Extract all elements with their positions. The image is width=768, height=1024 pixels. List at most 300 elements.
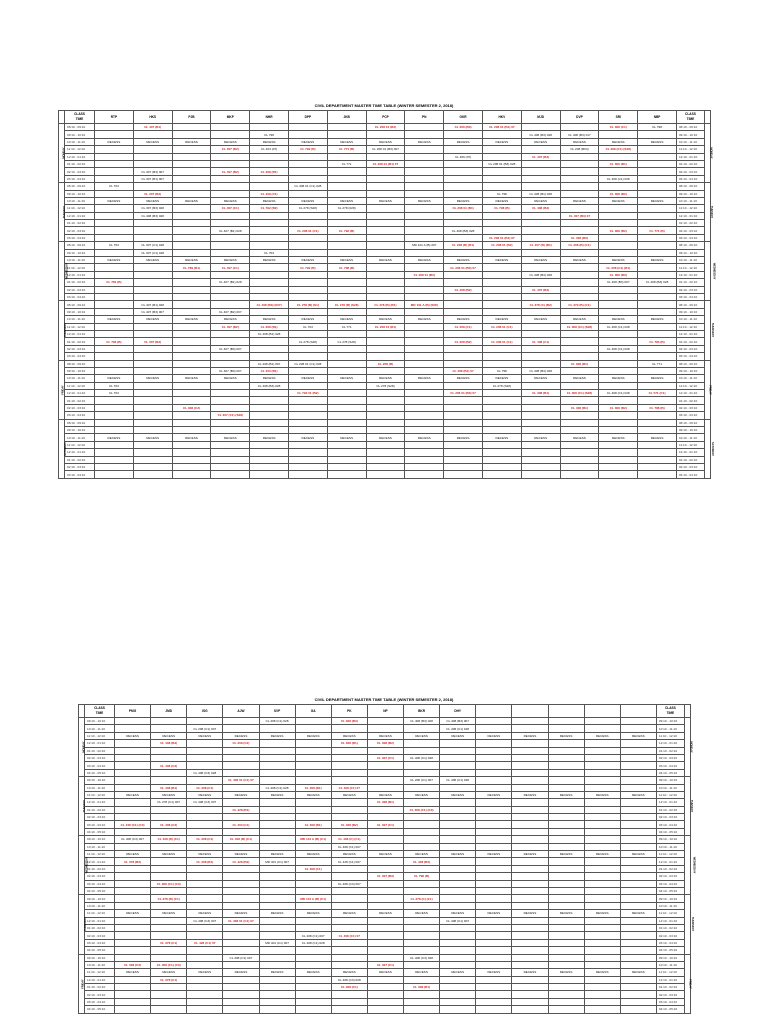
schedule-cell: CL 308 (B1)	[187, 858, 223, 865]
schedule-cell	[638, 330, 677, 337]
schedule-cell	[211, 183, 250, 190]
schedule-cell	[223, 814, 259, 821]
schedule-cell	[521, 175, 560, 182]
schedule-cell	[440, 858, 476, 865]
schedule-cell: MD 401 (C1) 007	[259, 939, 295, 946]
schedule-cell	[250, 471, 289, 478]
corner-cell	[684, 705, 690, 718]
schedule-cell	[638, 264, 677, 271]
schedule-cell: CL 798	[482, 367, 521, 374]
schedule-cell: CL 408 (C1) 028	[440, 725, 476, 732]
schedule-cell	[584, 718, 620, 725]
schedule-cell	[482, 456, 521, 463]
schedule-cell	[548, 976, 584, 983]
time-slot-row	[59, 345, 711, 352]
schedule-cell	[211, 301, 250, 308]
recess-cell: RECESS	[223, 791, 259, 798]
schedule-cell: CL 408 (C1) 028	[599, 345, 638, 352]
schedule-cell	[187, 777, 223, 784]
schedule-cell	[367, 806, 403, 813]
schedule-cell	[115, 902, 151, 909]
schedule-cell	[367, 976, 403, 983]
recess-cell: RECESS	[444, 138, 483, 145]
schedule-cell	[295, 754, 331, 761]
schedule-cell	[366, 271, 405, 278]
schedule-cell	[288, 330, 327, 337]
schedule-cell	[133, 234, 172, 241]
schedule-cell	[250, 242, 289, 249]
recess-cell: RECESS	[151, 732, 187, 739]
schedule-cell	[223, 984, 259, 991]
schedule-cell: CL 308 (B1)	[295, 821, 331, 828]
schedule-cell	[151, 747, 187, 754]
schedule-cell	[521, 463, 560, 470]
schedule-cell	[211, 242, 250, 249]
schedule-cell	[367, 828, 403, 835]
recess-cell: RECESS	[331, 791, 367, 798]
schedule-cell	[151, 828, 187, 835]
faculty-header: HKS	[133, 111, 172, 124]
schedule-cell: CL 771	[327, 160, 366, 167]
schedule-cell	[584, 784, 620, 791]
time-slot-row	[79, 1006, 691, 1013]
time-cell: 10:10 - 11:10	[676, 316, 704, 323]
timetable-grid	[58, 110, 716, 479]
schedule-cell: CL 208 01 (B2)	[366, 124, 405, 131]
schedule-cell	[295, 1006, 331, 1013]
time-slot-row	[79, 976, 691, 983]
schedule-cell	[548, 836, 584, 843]
schedule-cell	[620, 740, 656, 747]
faculty-header: GA	[295, 705, 331, 718]
schedule-cell	[115, 754, 151, 761]
schedule-cell	[115, 880, 151, 887]
recess-cell: RECESS	[482, 138, 521, 145]
time-cell: 02:10 - 03:10	[85, 932, 115, 939]
schedule-cell	[548, 858, 584, 865]
schedule-cell	[172, 293, 211, 300]
time-cell: 10:10 - 11:10	[656, 961, 684, 968]
time-cell: 08:10 - 09:10	[676, 124, 704, 131]
schedule-cell	[366, 330, 405, 337]
time-cell: 11:10 - 12:10	[85, 851, 115, 858]
time-slot-row	[59, 293, 711, 300]
schedule-cell	[250, 353, 289, 360]
schedule-cell	[440, 954, 476, 961]
schedule-cell: CL 792 01 (B2)	[288, 390, 327, 397]
time-cell: 08:10 - 09:10	[65, 242, 95, 249]
schedule-cell	[288, 234, 327, 241]
recess-cell: RECESS	[133, 257, 172, 264]
day-name: THURSDAY	[690, 917, 694, 932]
schedule-cell	[366, 471, 405, 478]
schedule-cell	[560, 441, 599, 448]
day-name: FRIDAY	[61, 384, 65, 395]
schedule-cell	[187, 984, 223, 991]
faculty-header: NP	[367, 705, 403, 718]
recess-cell: RECESS	[367, 851, 403, 858]
schedule-cell	[288, 419, 327, 426]
schedule-cell	[288, 175, 327, 182]
time-cell: 04:10 - 05:10	[656, 769, 684, 776]
recess-cell: RECESS	[620, 910, 656, 917]
recess-cell: RECESS	[288, 197, 327, 204]
schedule-cell	[95, 124, 134, 131]
schedule-cell: CL 408 (C3) 007	[331, 880, 367, 887]
schedule-cell: CL 208 01 (B1)	[444, 205, 483, 212]
time-cell: 12:10 - 01:10	[85, 917, 115, 924]
schedule-cell	[512, 843, 548, 850]
schedule-cell	[405, 338, 444, 345]
schedule-cell	[405, 293, 444, 300]
recess-cell: RECESS	[366, 316, 405, 323]
schedule-cell	[211, 330, 250, 337]
schedule-cell	[512, 991, 548, 998]
day-label	[684, 895, 694, 954]
schedule-cell	[211, 449, 250, 456]
schedule-cell	[521, 382, 560, 389]
time-slot-row	[59, 471, 711, 478]
schedule-cell	[259, 984, 295, 991]
schedule-cell	[259, 843, 295, 850]
recess-cell: RECESS	[115, 910, 151, 917]
recess-cell: RECESS	[288, 434, 327, 441]
schedule-cell	[620, 865, 656, 872]
schedule-cell	[512, 976, 548, 983]
time-cell: 03:10 - 04:10	[85, 821, 115, 828]
recess-cell: RECESS	[476, 851, 512, 858]
schedule-cell: CL 378 (C1)	[151, 939, 187, 946]
schedule-cell	[295, 814, 331, 821]
schedule-cell	[404, 740, 440, 747]
recess-cell: RECESS	[367, 910, 403, 917]
schedule-cell	[115, 998, 151, 1005]
schedule-cell	[476, 740, 512, 747]
schedule-cell	[331, 747, 367, 754]
schedule-cell	[331, 865, 367, 872]
schedule-cell	[512, 799, 548, 806]
schedule-cell	[440, 895, 476, 902]
schedule-cell: CL 208 01 (B3) 07	[444, 264, 483, 271]
schedule-cell	[404, 947, 440, 954]
day-label	[684, 718, 693, 777]
schedule-cell	[327, 131, 366, 138]
schedule-cell	[638, 419, 677, 426]
schedule-cell: CL 407 (B1)	[133, 124, 172, 131]
time-slot-row	[59, 404, 711, 411]
schedule-cell	[584, 725, 620, 732]
schedule-cell	[404, 769, 440, 776]
schedule-cell	[211, 456, 250, 463]
schedule-cell	[187, 932, 223, 939]
schedule-cell: CL 378 (B) (C1)	[151, 895, 187, 902]
schedule-cell: CL 308 (C1)	[187, 784, 223, 791]
time-label: TIME	[686, 117, 695, 121]
time-cell: 11:10 - 12:10	[656, 851, 684, 858]
schedule-cell	[638, 131, 677, 138]
schedule-cell	[151, 998, 187, 1005]
class-time-header	[65, 111, 95, 124]
schedule-cell	[95, 345, 134, 352]
schedule-cell	[521, 227, 560, 234]
recess-cell: RECESS	[404, 732, 440, 739]
schedule-cell	[476, 924, 512, 931]
schedule-cell	[151, 843, 187, 850]
schedule-cell	[548, 828, 584, 835]
recess-cell: RECESS	[560, 138, 599, 145]
schedule-cell	[250, 308, 289, 315]
schedule-cell	[95, 212, 134, 219]
time-cell: 02:10 - 03:10	[65, 227, 95, 234]
time-cell: 11:10 - 12:10	[676, 441, 704, 448]
time-cell: 01:10 - 02:10	[676, 279, 704, 286]
schedule-cell: CL 408 (C1) 028	[404, 754, 440, 761]
schedule-cell	[250, 227, 289, 234]
schedule-cell	[187, 976, 223, 983]
schedule-cell	[638, 382, 677, 389]
schedule-cell	[133, 220, 172, 227]
recess-cell: RECESS	[444, 316, 483, 323]
time-slot-row	[79, 843, 691, 850]
recess-cell: RECESS	[250, 316, 289, 323]
schedule-cell: CL 408 (C3)	[151, 821, 187, 828]
time-cell: 03:10 - 04:10	[676, 353, 704, 360]
schedule-cell	[548, 1006, 584, 1013]
schedule-cell: CL 408 (B3) 028	[521, 367, 560, 374]
time-slot-row	[59, 308, 711, 315]
schedule-cell	[560, 338, 599, 345]
schedule-cell	[331, 961, 367, 968]
time-slot-row	[79, 836, 691, 843]
schedule-cell	[250, 264, 289, 271]
time-slot-row	[79, 718, 691, 725]
schedule-cell	[548, 814, 584, 821]
schedule-cell	[95, 286, 134, 293]
schedule-cell	[187, 865, 223, 872]
schedule-cell	[476, 718, 512, 725]
schedule-cell	[476, 947, 512, 954]
schedule-cell	[512, 836, 548, 843]
schedule-cell	[95, 404, 134, 411]
schedule-cell	[95, 441, 134, 448]
time-cell: 03:10 - 04:10	[65, 234, 95, 241]
schedule-cell	[599, 367, 638, 374]
schedule-cell: MD 101 A (B) (C1)	[295, 895, 331, 902]
schedule-cell	[327, 153, 366, 160]
schedule-cell	[327, 168, 366, 175]
schedule-cell	[172, 212, 211, 219]
time-cell: 10:10 - 11:10	[656, 725, 684, 732]
schedule-cell: CL 407 (B2) 007	[211, 308, 250, 315]
schedule-cell	[405, 168, 444, 175]
time-slot-row	[79, 828, 691, 835]
recess-cell: RECESS	[405, 257, 444, 264]
time-cell: 02:10 - 03:10	[85, 814, 115, 821]
schedule-cell: CL 307 (B3) 007	[211, 367, 250, 374]
schedule-cell: CL 308 (C1)	[444, 323, 483, 330]
time-cell: 12:10 - 01:10	[656, 740, 684, 747]
schedule-cell: CL 408 (C3) 028	[404, 954, 440, 961]
schedule-cell: CL 306 (B3)	[444, 124, 483, 131]
schedule-cell	[405, 190, 444, 197]
schedule-cell	[512, 895, 548, 902]
schedule-cell	[288, 220, 327, 227]
schedule-cell	[476, 902, 512, 909]
schedule-cell	[187, 762, 223, 769]
time-cell: 01:10 - 02:10	[656, 984, 684, 991]
time-slot-row	[79, 947, 691, 954]
time-cell: 01:10 - 02:10	[85, 747, 115, 754]
time-cell: 01:10 - 02:10	[676, 160, 704, 167]
recess-cell: RECESS	[295, 791, 331, 798]
recess-cell: RECESS	[367, 969, 403, 976]
schedule-cell: CL 408 (C1) 028	[440, 777, 476, 784]
schedule-cell	[151, 725, 187, 732]
schedule-cell	[444, 353, 483, 360]
schedule-cell	[599, 242, 638, 249]
schedule-cell	[295, 858, 331, 865]
recess-cell: RECESS	[250, 434, 289, 441]
schedule-cell	[250, 153, 289, 160]
time-cell: 09:10 - 10:10	[656, 777, 684, 784]
schedule-cell	[367, 924, 403, 931]
recess-cell: RECESS	[548, 791, 584, 798]
schedule-cell	[444, 449, 483, 456]
schedule-cell: CL 789 (B1)	[172, 264, 211, 271]
schedule-cell	[115, 984, 151, 991]
schedule-cell	[327, 463, 366, 470]
schedule-cell	[95, 449, 134, 456]
recess-cell: RECESS	[405, 316, 444, 323]
time-slot-row	[79, 858, 691, 865]
schedule-cell: CL 308 (C1) (C3)	[151, 880, 187, 887]
recess-cell: RECESS	[512, 791, 548, 798]
schedule-cell	[223, 924, 259, 931]
schedule-cell	[151, 932, 187, 939]
schedule-cell	[115, 932, 151, 939]
schedule-cell	[584, 740, 620, 747]
schedule-cell: CL 208 01 (B1) 07	[366, 160, 405, 167]
schedule-cell	[327, 441, 366, 448]
schedule-cell: CL 408 (B2)	[331, 821, 367, 828]
time-slot-row	[59, 227, 711, 234]
schedule-cell	[584, 991, 620, 998]
schedule-cell: CL 407 (B2)	[211, 168, 250, 175]
schedule-cell	[95, 471, 134, 478]
schedule-cell	[521, 330, 560, 337]
schedule-cell	[187, 754, 223, 761]
schedule-cell	[366, 390, 405, 397]
recess-cell: RECESS	[584, 910, 620, 917]
schedule-cell: CL 378 (C) (B2)	[521, 301, 560, 308]
schedule-cell	[482, 146, 521, 153]
recess-cell: RECESS	[211, 375, 250, 382]
schedule-cell	[223, 754, 259, 761]
schedule-cell	[115, 806, 151, 813]
schedule-cell	[584, 984, 620, 991]
schedule-cell: CL 428 (B1)	[223, 806, 259, 813]
schedule-cell	[259, 806, 295, 813]
schedule-cell	[288, 212, 327, 219]
faculty-header: PJB	[172, 111, 211, 124]
schedule-cell	[405, 160, 444, 167]
time-cell: 02:10 - 03:10	[65, 345, 95, 352]
schedule-cell: CL 308 (B1)	[521, 390, 560, 397]
schedule-cell	[599, 353, 638, 360]
schedule-cell	[295, 873, 331, 880]
schedule-cell	[476, 939, 512, 946]
schedule-cell	[367, 932, 403, 939]
recess-cell: RECESS	[133, 316, 172, 323]
schedule-cell	[638, 175, 677, 182]
recess-cell: RECESS	[512, 732, 548, 739]
recess-cell: RECESS	[133, 375, 172, 382]
schedule-cell: CL 408 (C3) 007	[187, 799, 223, 806]
schedule-cell: CL 208 01 (B3) 007	[366, 146, 405, 153]
recess-cell: RECESS	[584, 791, 620, 798]
schedule-cell: CL 798	[482, 190, 521, 197]
recess-cell: RECESS	[444, 197, 483, 204]
schedule-cell	[295, 777, 331, 784]
time-cell: 02:10 - 03:10	[676, 345, 704, 352]
schedule-cell: CL 307 (B2)	[133, 190, 172, 197]
schedule-cell: CL 407 (C1)	[211, 205, 250, 212]
faculty-header: JKB	[327, 111, 366, 124]
schedule-cell	[367, 784, 403, 791]
schedule-cell	[620, 954, 656, 961]
schedule-cell	[366, 404, 405, 411]
time-cell: 11:10 - 12:10	[65, 205, 95, 212]
schedule-cell	[404, 880, 440, 887]
schedule-cell	[512, 865, 548, 872]
schedule-cell	[95, 353, 134, 360]
day-label	[684, 954, 690, 1013]
recess-cell: RECESS	[638, 375, 677, 382]
schedule-cell	[521, 404, 560, 411]
schedule-cell	[95, 160, 134, 167]
time-cell: 10:10 - 11:10	[85, 784, 115, 791]
schedule-cell	[444, 212, 483, 219]
schedule-cell	[133, 323, 172, 330]
schedule-cell	[521, 212, 560, 219]
schedule-cell	[482, 404, 521, 411]
time-slot-row	[79, 754, 691, 761]
faculty-header: AJW	[223, 705, 259, 718]
schedule-cell: CL 781 (B)	[95, 279, 134, 286]
day-name: THURSDAY	[84, 917, 88, 932]
schedule-cell	[560, 227, 599, 234]
time-cell: 03:10 - 04:10	[676, 175, 704, 182]
time-cell: 01:10 - 02:10	[65, 456, 95, 463]
schedule-cell	[599, 301, 638, 308]
time-slot-row	[59, 279, 711, 286]
schedule-cell	[172, 160, 211, 167]
schedule-cell	[405, 390, 444, 397]
schedule-cell	[367, 880, 403, 887]
schedule-cell	[521, 293, 560, 300]
recess-cell: RECESS	[151, 969, 187, 976]
schedule-cell	[151, 887, 187, 894]
schedule-cell	[133, 345, 172, 352]
schedule-cell	[133, 390, 172, 397]
schedule-cell: CL 408 (C1) 028	[259, 718, 295, 725]
schedule-cell	[172, 220, 211, 227]
schedule-cell	[295, 924, 331, 931]
schedule-cell	[512, 880, 548, 887]
schedule-cell	[638, 463, 677, 470]
schedule-cell	[444, 308, 483, 315]
time-cell: 12:10 - 01:10	[85, 799, 115, 806]
